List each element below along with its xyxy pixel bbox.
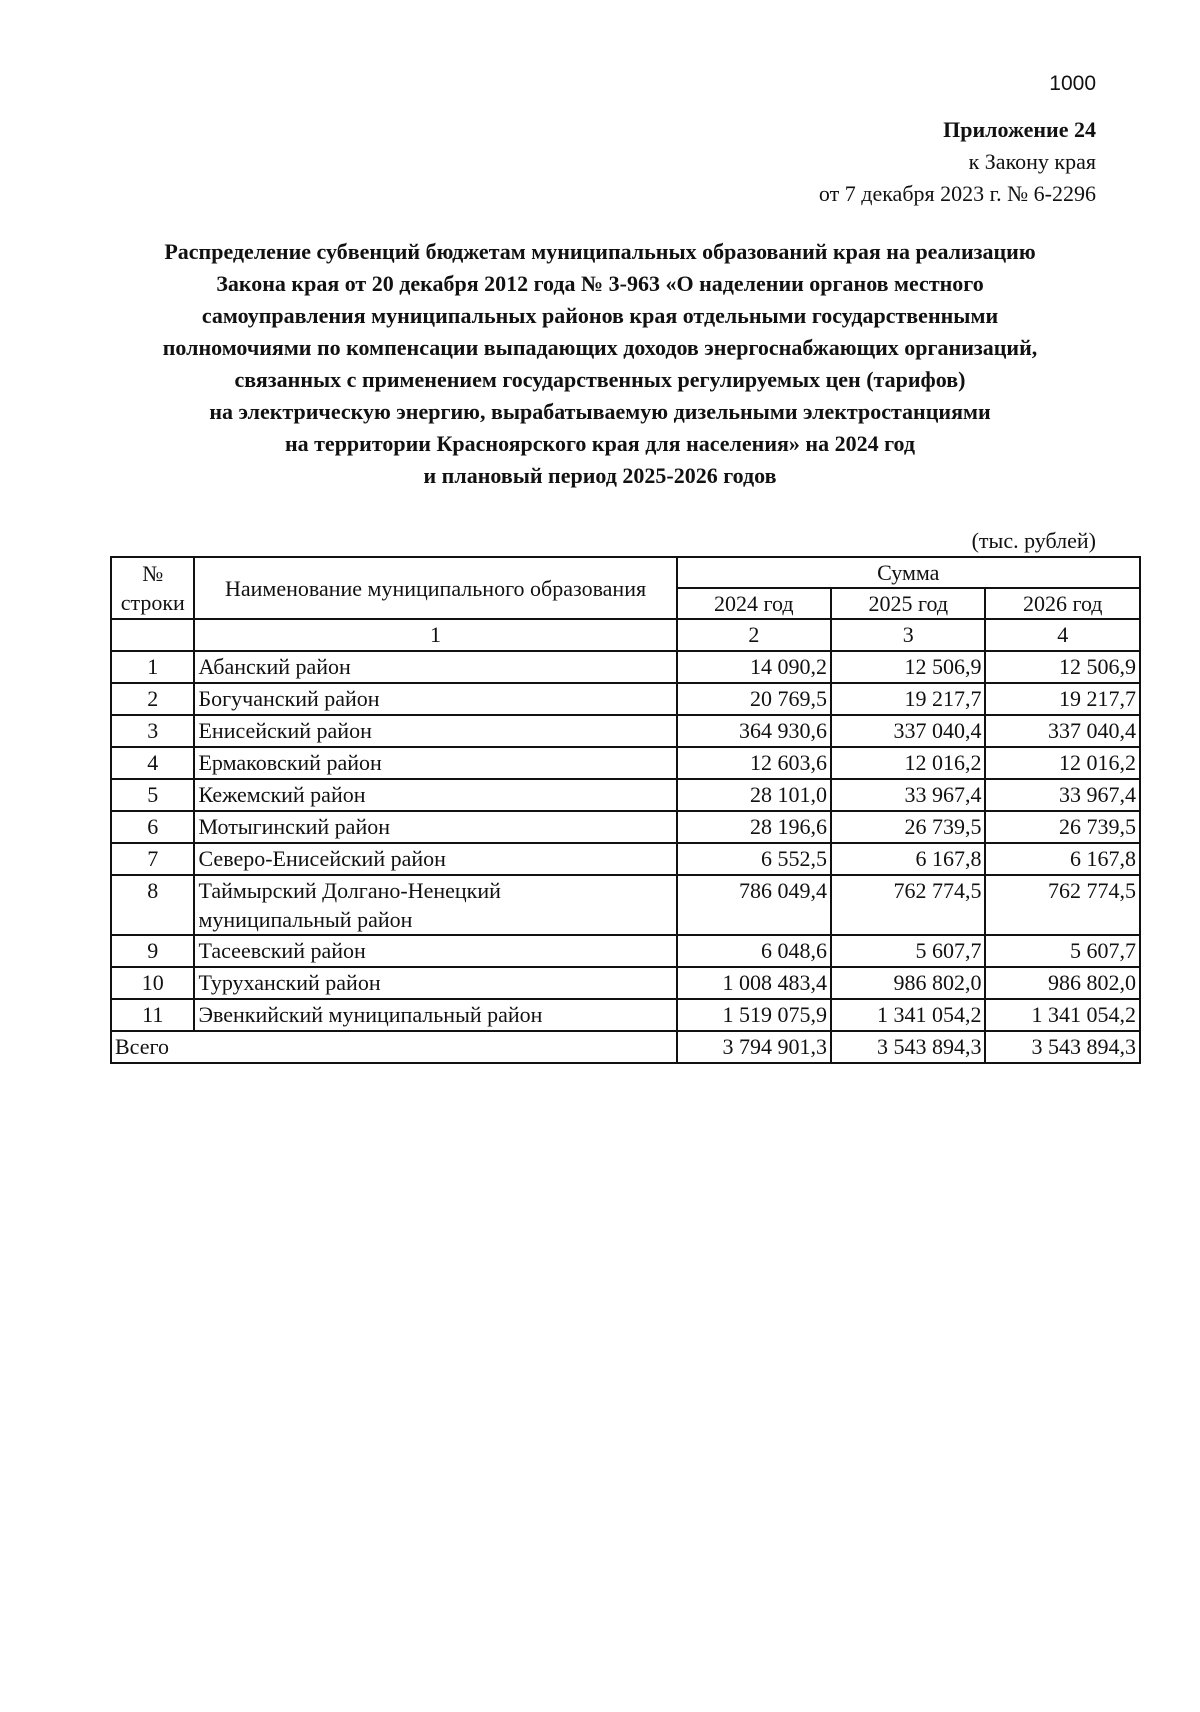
row-value-2025: 762 774,5 bbox=[831, 875, 985, 935]
row-number: 5 bbox=[111, 779, 194, 811]
row-name: Мотыгинский район bbox=[194, 811, 676, 843]
table-row bbox=[111, 683, 1140, 715]
table-row bbox=[111, 843, 1140, 875]
title-line: и плановый период 2025-2026 годов bbox=[423, 463, 777, 488]
row-number: 3 bbox=[111, 715, 194, 747]
row-value-2024: 12 603,6 bbox=[677, 747, 831, 779]
table-row bbox=[111, 967, 1140, 999]
row-value-2024: 6 552,5 bbox=[677, 843, 831, 875]
title-line: полномочиями по компенсации выпадающих доходов энергоснабжающих организаций, bbox=[162, 335, 1038, 360]
row-value-2024: 20 769,5 bbox=[677, 683, 831, 715]
row-number: 4 bbox=[111, 747, 194, 779]
column-numbers-row bbox=[111, 619, 1140, 651]
appendix-block bbox=[819, 114, 1096, 210]
row-value-2026: 33 967,4 bbox=[985, 779, 1140, 811]
row-name: Ермаковский район bbox=[194, 747, 676, 779]
row-value-2026: 12 506,9 bbox=[985, 651, 1140, 683]
row-value-2024: 786 049,4 bbox=[677, 875, 831, 935]
row-number: 11 bbox=[111, 999, 194, 1031]
row-value-2025: 337 040,4 bbox=[831, 715, 985, 747]
header-num-label: строки bbox=[120, 590, 185, 615]
row-value-2025: 6 167,8 bbox=[831, 843, 985, 875]
header-row-number bbox=[111, 557, 194, 619]
table-row bbox=[111, 779, 1140, 811]
row-value-2024: 28 196,6 bbox=[677, 811, 831, 843]
row-number: 2 bbox=[111, 683, 194, 715]
title-line: на электрическую энергию, вырабатываемую дизельными электростанциями bbox=[209, 399, 991, 424]
row-name bbox=[194, 875, 676, 935]
row-value-2025: 1 341 054,2 bbox=[831, 999, 985, 1031]
colnum-cell: 1 bbox=[194, 619, 676, 651]
header-year-2026: 2026 год bbox=[985, 588, 1140, 619]
row-value-2024: 1 519 075,9 bbox=[677, 999, 831, 1031]
title-line: самоуправления муниципальных районов края отдельными государственными bbox=[201, 303, 999, 328]
row-value-2025: 12 016,2 bbox=[831, 747, 985, 779]
header-num-symbol: № bbox=[142, 561, 164, 586]
colnum-cell: 4 bbox=[985, 619, 1140, 651]
row-value-2026: 1 341 054,2 bbox=[985, 999, 1140, 1031]
row-value-2026: 986 802,0 bbox=[985, 967, 1140, 999]
row-value-2024: 28 101,0 bbox=[677, 779, 831, 811]
row-value-2025: 986 802,0 bbox=[831, 967, 985, 999]
header-year-2024: 2024 год bbox=[677, 588, 831, 619]
document-title bbox=[120, 236, 1080, 492]
row-name: Абанский район bbox=[194, 651, 676, 683]
row-number: 7 bbox=[111, 843, 194, 875]
row-name-line: Таймырский Долгано-Ненецкий bbox=[198, 878, 501, 903]
appendix-line-1: к Закону края bbox=[968, 149, 1096, 174]
row-name: Богучанский район bbox=[194, 683, 676, 715]
total-row bbox=[111, 1031, 1140, 1063]
row-value-2026: 337 040,4 bbox=[985, 715, 1140, 747]
row-name: Северо-Енисейский район bbox=[194, 843, 676, 875]
row-value-2024: 364 930,6 bbox=[677, 715, 831, 747]
row-number: 10 bbox=[111, 967, 194, 999]
row-value-2025: 33 967,4 bbox=[831, 779, 985, 811]
colnum-cell: 2 bbox=[677, 619, 831, 651]
header-year-2025: 2025 год bbox=[831, 588, 985, 619]
total-value-2025: 3 543 894,3 bbox=[831, 1031, 985, 1063]
header-name: Наименование муниципального образования bbox=[194, 557, 676, 619]
row-number: 9 bbox=[111, 935, 194, 967]
row-number: 6 bbox=[111, 811, 194, 843]
row-value-2025: 12 506,9 bbox=[831, 651, 985, 683]
header-sum: Сумма bbox=[677, 557, 1140, 588]
total-value-2026: 3 543 894,3 bbox=[985, 1031, 1140, 1063]
colnum-cell bbox=[111, 619, 194, 651]
row-value-2025: 26 739,5 bbox=[831, 811, 985, 843]
row-value-2025: 19 217,7 bbox=[831, 683, 985, 715]
subsidy-table bbox=[110, 556, 1141, 1064]
table-row bbox=[111, 651, 1140, 683]
table-row bbox=[111, 875, 1140, 935]
row-value-2024: 6 048,6 bbox=[677, 935, 831, 967]
total-value-2024: 3 794 901,3 bbox=[677, 1031, 831, 1063]
units-note: (тыс. рублей) bbox=[971, 528, 1096, 553]
page-number: 1000 bbox=[1049, 72, 1096, 95]
row-name: Эвенкийский муниципальный район bbox=[194, 999, 676, 1031]
table-row bbox=[111, 747, 1140, 779]
total-label: Всего bbox=[111, 1031, 677, 1063]
row-value-2024: 1 008 483,4 bbox=[677, 967, 831, 999]
row-name: Тасеевский район bbox=[194, 935, 676, 967]
title-line: на территории Красноярского края для населения» на 2024 год bbox=[284, 431, 916, 456]
colnum-cell: 3 bbox=[831, 619, 985, 651]
appendix-line-2: от 7 декабря 2023 г. № 6-2296 bbox=[818, 181, 1096, 206]
row-value-2026: 6 167,8 bbox=[985, 843, 1140, 875]
table-row bbox=[111, 999, 1140, 1031]
table-row bbox=[111, 935, 1140, 967]
title-line: Закона края от 20 декабря 2012 года № 3-963 «О наделении органов местного bbox=[216, 271, 984, 296]
row-value-2026: 12 016,2 bbox=[985, 747, 1140, 779]
row-value-2024: 14 090,2 bbox=[677, 651, 831, 683]
table-row bbox=[111, 811, 1140, 843]
row-name-line: муниципальный район bbox=[198, 907, 413, 932]
row-number: 1 bbox=[111, 651, 194, 683]
row-name: Енисейский район bbox=[194, 715, 676, 747]
appendix-title: Приложение 24 bbox=[943, 117, 1096, 142]
table-header-row bbox=[111, 557, 1140, 588]
row-value-2026: 19 217,7 bbox=[985, 683, 1140, 715]
row-number: 8 bbox=[111, 875, 194, 935]
row-value-2026: 5 607,7 bbox=[985, 935, 1140, 967]
table-row bbox=[111, 715, 1140, 747]
title-line: связанных с применением государственных регулируемых цен (тарифов) bbox=[234, 367, 966, 392]
row-value-2025: 5 607,7 bbox=[831, 935, 985, 967]
row-name: Кежемский район bbox=[194, 779, 676, 811]
row-value-2026: 26 739,5 bbox=[985, 811, 1140, 843]
row-name: Туруханский район bbox=[194, 967, 676, 999]
row-value-2026: 762 774,5 bbox=[985, 875, 1140, 935]
title-line: Распределение субвенций бюджетам муниципальных образований края на реализацию bbox=[164, 239, 1036, 264]
